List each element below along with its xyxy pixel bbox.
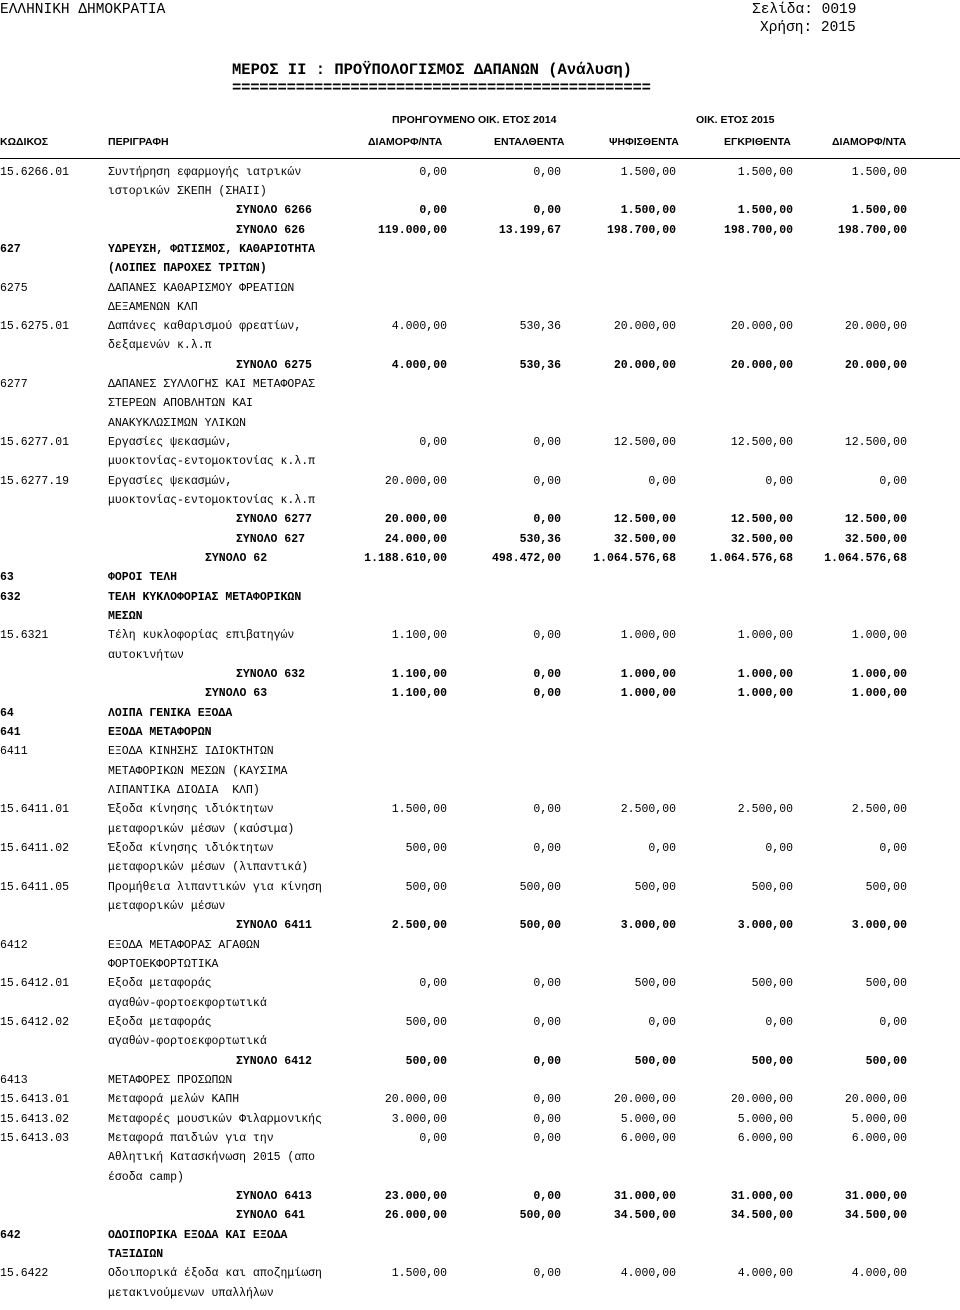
row-description: ΜΕΣΩΝ (108, 610, 143, 623)
amount-cell: 34.500,00 (730, 1209, 793, 1222)
amount-cell: 0,00 (533, 629, 561, 642)
row-code: 15.6412.01 (0, 977, 70, 990)
row-code: 15.6411.01 (0, 803, 70, 816)
row-description: Εργασίες ψεκασμών, (108, 475, 233, 488)
amount-cell: 0,00 (419, 204, 447, 217)
amount-cell: 0,00 (533, 1055, 561, 1068)
amount-cell: 530,36 (519, 533, 561, 546)
row-description: μυοκτονίας-εντομοκτονίας κ.λ.π (108, 455, 316, 468)
amount-cell: 6.000,00 (851, 1132, 907, 1145)
amount-cell: 0,00 (879, 842, 907, 855)
row-description: Μεταφορές μουσικών Φιλαρμονικής (108, 1113, 322, 1126)
col-prev-ordered-header: ΕΝΤΑΛΘΕΝΤΑ (494, 136, 565, 148)
amount-cell: 2.500,00 (851, 803, 907, 816)
total-label: ΣΥΝΟΛΟ 632 (236, 668, 306, 681)
amount-cell: 1.000,00 (737, 629, 793, 642)
total-label: ΣΥΝΟΛΟ 6412 (236, 1055, 312, 1068)
row-description: Εξοδα μεταφοράς (108, 1016, 212, 1029)
row-description: ιστορικών ΣΚΕΠΗ (ΣΗΑΙΙ) (108, 185, 267, 198)
row-description: ΛΟΙΠΑ ΓΕΝΙΚΑ ΕΞΟΔΑ (108, 707, 233, 720)
amount-cell: 20.000,00 (844, 320, 907, 333)
row-description: Έξοδα κίνησης ιδιόκτητων (108, 842, 274, 855)
total-label: ΣΥΝΟΛΟ 6277 (236, 513, 312, 526)
amount-cell: 1.500,00 (851, 166, 907, 179)
amount-cell: 1.500,00 (620, 166, 676, 179)
amount-cell: 0,00 (533, 1267, 561, 1280)
amount-cell: 0,00 (533, 1113, 561, 1126)
row-description: (ΛΟΙΠΕΣ ΠΑΡΟΧΕΣ ΤΡΙΤΩΝ) (108, 262, 267, 275)
row-code: 15.6413.03 (0, 1132, 70, 1145)
amount-cell: 32.500,00 (730, 533, 793, 546)
total-label: ΣΥΝΟΛΟ 6275 (236, 359, 312, 372)
amount-cell: 1.064.576,68 (593, 552, 676, 565)
row-description: μεταφορικών μέσων (λιπαντικά) (108, 861, 309, 874)
row-description: Έξοδα κίνησης ιδιόκτητων (108, 803, 274, 816)
amount-cell: 0,00 (765, 475, 793, 488)
page-title: ΜΕΡΟΣ ΙΙ : ΠΡΟΫΠΟΛΟΓΙΣΜΟΣ ΔΑΠΑΝΩΝ (Ανάλυση) (232, 61, 632, 79)
row-description: ΥΔΡΕΥΣΗ, ΦΩΤΙΣΜΟΣ, ΚΑΘΑΡΙΟΤΗΤΑ (108, 243, 316, 256)
amount-cell: 0,00 (533, 803, 561, 816)
amount-cell: 1.500,00 (737, 166, 793, 179)
amount-cell: 5.000,00 (620, 1113, 676, 1126)
amount-cell: 1.100,00 (391, 668, 447, 681)
col-desc-header: ΠΕΡΙΓΡΑΦΗ (108, 136, 169, 148)
amount-cell: 20.000,00 (384, 513, 447, 526)
amount-cell: 5.000,00 (737, 1113, 793, 1126)
row-description: ΤΕΛΗ ΚΥΚΛΟΦΟΡΙΑΣ ΜΕΤΑΦΟΡΙΚΩΝ (108, 591, 302, 604)
amount-cell: 20.000,00 (613, 320, 676, 333)
row-code: 15.6411.05 (0, 881, 70, 894)
row-code: 6412 (0, 939, 28, 952)
row-description: μεταφορικών μέσων (108, 900, 226, 913)
amount-cell: 1.188.610,00 (364, 552, 447, 565)
amount-cell: 0,00 (765, 842, 793, 855)
amount-cell: 26.000,00 (384, 1209, 447, 1222)
row-description: Εξοδα μεταφοράς (108, 977, 212, 990)
amount-cell: 34.500,00 (613, 1209, 676, 1222)
cur-year-header: ΟΙΚ. ΕΤΟΣ 2015 (696, 114, 775, 126)
row-code: 6275 (0, 282, 28, 295)
row-description: ΦΟΡΟΙ ΤΕΛΗ (108, 571, 178, 584)
amount-cell: 31.000,00 (844, 1190, 907, 1203)
row-description: ΑΝΑΚΥΚΛΩΣΙΜΩΝ ΥΛΙΚΩΝ (108, 417, 247, 430)
row-description: Δαπάνες καθαρισμού φρεατίων, (108, 320, 302, 333)
row-description: ΣΤΕΡΕΩΝ ΑΠΟΒΛΗΤΩΝ ΚΑΙ (108, 397, 253, 410)
col-voted-header: ΨΗΦΙΣΘΕΝΤΑ (609, 136, 679, 148)
amount-cell: 0,00 (533, 204, 561, 217)
row-description: ΔΑΠΑΝΕΣ ΚΑΘΑΡΙΣΜΟΥ ΦΡΕΑΤΙΩΝ (108, 282, 295, 295)
row-description: ΜΕΤΑΦΟΡΕΣ ΠΡΟΣΩΠΩΝ (108, 1074, 233, 1087)
amount-cell: 20.000,00 (384, 475, 447, 488)
amount-cell: 1.000,00 (737, 687, 793, 700)
amount-cell: 4.000,00 (737, 1267, 793, 1280)
amount-cell: 0,00 (419, 977, 447, 990)
total-label: ΣΥΝΟΛΟ 6411 (236, 919, 312, 932)
amount-cell: 20.000,00 (730, 1093, 793, 1106)
amount-cell: 6.000,00 (737, 1132, 793, 1145)
amount-cell: 500,00 (405, 842, 447, 855)
amount-cell: 500,00 (405, 1055, 447, 1068)
amount-cell: 0,00 (533, 687, 561, 700)
row-description: ΦΟΡΤΟΕΚΦΟΡΤΩΤΙΚΑ (108, 958, 219, 971)
amount-cell: 1.500,00 (620, 204, 676, 217)
row-description: δεξαμενών κ.λ.π (108, 339, 212, 352)
amount-cell: 20.000,00 (844, 359, 907, 372)
amount-cell: 1.000,00 (851, 687, 907, 700)
row-description: ΔΕΞΑΜΕΝΩΝ ΚΛΠ (108, 301, 198, 314)
amount-cell: 0,00 (648, 842, 676, 855)
row-code: 15.6422 (0, 1267, 49, 1280)
amount-cell: 530,36 (519, 359, 561, 372)
row-code: 6277 (0, 378, 28, 391)
amount-cell: 3.000,00 (737, 919, 793, 932)
amount-cell: 20.000,00 (613, 1093, 676, 1106)
amount-cell: 500,00 (865, 977, 907, 990)
amount-cell: 1.500,00 (737, 204, 793, 217)
row-description: αγαθών-φορτοεκφορτωτικά (108, 1035, 267, 1048)
amount-cell: 0,00 (765, 1016, 793, 1029)
row-code: 15.6321 (0, 629, 49, 642)
title-underline: ============================================== (232, 79, 651, 97)
row-code: 15.6411.02 (0, 842, 70, 855)
amount-cell: 0,00 (648, 1016, 676, 1029)
amount-cell: 1.000,00 (851, 629, 907, 642)
row-description: Προμήθεια λιπαντικών για κίνηση (108, 881, 322, 894)
row-description: Συντήρηση εφαρμογής ιατρικών (108, 166, 302, 179)
amount-cell: 1.064.576,68 (710, 552, 793, 565)
amount-cell: 24.000,00 (384, 533, 447, 546)
row-description: Μεταφορά παιδιών για την (108, 1132, 274, 1145)
amount-cell: 0,00 (533, 166, 561, 179)
amount-cell: 31.000,00 (730, 1190, 793, 1203)
amount-cell: 0,00 (533, 668, 561, 681)
prev-year-header: ΠΡΟΗΓΟΥΜΕΝΟ ΟΙΚ. ΕΤΟΣ 2014 (392, 114, 557, 126)
row-description: αγαθών-φορτοεκφορτωτικά (108, 997, 267, 1010)
amount-cell: 12.500,00 (613, 436, 676, 449)
header-divider (0, 158, 960, 159)
amount-cell: 1.000,00 (620, 629, 676, 642)
amount-cell: 0,00 (533, 1093, 561, 1106)
amount-cell: 119.000,00 (377, 224, 447, 237)
amount-cell: 13.199,67 (498, 224, 561, 237)
amount-cell: 1.500,00 (391, 803, 447, 816)
row-description: αυτοκινήτων (108, 649, 184, 662)
col-approved-header: ΕΓΚΡΙΘΕΝΤΑ (724, 136, 791, 148)
amount-cell: 4.000,00 (391, 320, 447, 333)
total-label: ΣΥΝΟΛΟ 63 (205, 687, 268, 700)
amount-cell: 500,00 (405, 1016, 447, 1029)
amount-cell: 0,00 (648, 475, 676, 488)
amount-cell: 0,00 (533, 977, 561, 990)
amount-cell: 1.000,00 (851, 668, 907, 681)
amount-cell: 3.000,00 (851, 919, 907, 932)
amount-cell: 500,00 (751, 881, 793, 894)
page-number: Σελίδα: 0019 (752, 2, 857, 18)
amount-cell: 12.500,00 (613, 513, 676, 526)
amount-cell: 1.000,00 (620, 668, 676, 681)
row-code: 632 (0, 591, 21, 604)
amount-cell: 0,00 (419, 436, 447, 449)
row-code: 6413 (0, 1074, 28, 1087)
amount-cell: 23.000,00 (384, 1190, 447, 1203)
row-code: 15.6277.01 (0, 436, 70, 449)
amount-cell: 2.500,00 (391, 919, 447, 932)
row-code: 642 (0, 1229, 21, 1242)
amount-cell: 31.000,00 (613, 1190, 676, 1203)
total-label: ΣΥΝΟΛΟ 62 (205, 552, 268, 565)
amount-cell: 20.000,00 (730, 320, 793, 333)
amount-cell: 1.000,00 (620, 687, 676, 700)
amount-cell: 500,00 (519, 919, 561, 932)
amount-cell: 2.500,00 (620, 803, 676, 816)
amount-cell: 500,00 (519, 881, 561, 894)
row-code: 627 (0, 243, 21, 256)
total-label: ΣΥΝΟΛΟ 6413 (236, 1190, 312, 1203)
col-formed-header: ΔΙΑΜΟΡΦ/ΝΤΑ (832, 136, 907, 148)
row-description: ΤΑΞΙΔΙΩΝ (108, 1248, 164, 1261)
amount-cell: 198.700,00 (723, 224, 793, 237)
country-header: ΕΛΛΗΝΙΚΗ ΔΗΜΟΚΡΑΤΙΑ (0, 2, 166, 18)
amount-cell: 2.500,00 (737, 803, 793, 816)
amount-cell: 500,00 (865, 1055, 907, 1068)
amount-cell: 1.100,00 (391, 687, 447, 700)
col-prev-formed-header: ΔΙΑΜΟΡΦ/ΝΤΑ (368, 136, 443, 148)
amount-cell: 500,00 (634, 977, 676, 990)
row-description: ΛΙΠΑΝΤΙΚΑ ΔΙΟΔΙΑ ΚΛΠ) (108, 784, 260, 797)
amount-cell: 530,36 (519, 320, 561, 333)
row-description: Τέλη κυκλοφορίας επιβατηγών (108, 629, 295, 642)
amount-cell: 0,00 (533, 1190, 561, 1203)
amount-cell: 0,00 (533, 1016, 561, 1029)
amount-cell: 0,00 (533, 842, 561, 855)
row-description: Εργασίες ψεκασμών, (108, 436, 233, 449)
row-description: Μεταφορά μελών ΚΑΠΗ (108, 1093, 240, 1106)
amount-cell: 32.500,00 (613, 533, 676, 546)
row-code: 15.6277.19 (0, 475, 70, 488)
row-code: 63 (0, 571, 14, 584)
amount-cell: 500,00 (865, 881, 907, 894)
amount-cell: 1.500,00 (391, 1267, 447, 1280)
row-code: 15.6413.02 (0, 1113, 70, 1126)
amount-cell: 500,00 (634, 1055, 676, 1068)
amount-cell: 4.000,00 (851, 1267, 907, 1280)
amount-cell: 0,00 (879, 475, 907, 488)
row-code: 64 (0, 707, 14, 720)
amount-cell: 12.500,00 (730, 513, 793, 526)
amount-cell: 500,00 (751, 977, 793, 990)
row-description: μετακινούμενων υπαλλήλων (108, 1287, 274, 1300)
amount-cell: 5.000,00 (851, 1113, 907, 1126)
amount-cell: 500,00 (751, 1055, 793, 1068)
row-description: μεταφορικών μέσων (καύσιμα) (108, 823, 295, 836)
row-code: 15.6412.02 (0, 1016, 70, 1029)
amount-cell: 0,00 (879, 1016, 907, 1029)
amount-cell: 12.500,00 (844, 513, 907, 526)
total-label: ΣΥΝΟΛΟ 641 (236, 1209, 306, 1222)
amount-cell: 0,00 (419, 166, 447, 179)
amount-cell: 500,00 (634, 881, 676, 894)
amount-cell: 198.700,00 (837, 224, 907, 237)
row-description: Οδοιπορικά έξοδα και αποζημίωση (108, 1267, 322, 1280)
amount-cell: 4.000,00 (620, 1267, 676, 1280)
amount-cell: 3.000,00 (391, 1113, 447, 1126)
amount-cell: 0,00 (533, 475, 561, 488)
amount-cell: 3.000,00 (620, 919, 676, 932)
amount-cell: 0,00 (533, 436, 561, 449)
amount-cell: 1.064.576,68 (824, 552, 907, 565)
amount-cell: 6.000,00 (620, 1132, 676, 1145)
row-code: 15.6413.01 (0, 1093, 70, 1106)
amount-cell: 34.500,00 (844, 1209, 907, 1222)
amount-cell: 1.000,00 (737, 668, 793, 681)
amount-cell: 498.472,00 (491, 552, 561, 565)
total-label: ΣΥΝΟΛΟ 6266 (236, 204, 312, 217)
row-description: ΜΕΤΑΦΟΡΙΚΩΝ ΜΕΣΩΝ (ΚΑΥΣΙΜΑ (108, 765, 288, 778)
amount-cell: 500,00 (405, 881, 447, 894)
amount-cell: 20.000,00 (613, 359, 676, 372)
row-code: 15.6275.01 (0, 320, 70, 333)
amount-cell: 12.500,00 (730, 436, 793, 449)
row-description: ΕΞΟΔΑ ΜΕΤΑΦΟΡΩΝ (108, 726, 212, 739)
amount-cell: 20.000,00 (730, 359, 793, 372)
amount-cell: 12.500,00 (844, 436, 907, 449)
amount-cell: 500,00 (519, 1209, 561, 1222)
amount-cell: 20.000,00 (384, 1093, 447, 1106)
row-description: ΟΔΟΙΠΟΡΙΚΑ ΕΞΟΔΑ ΚΑΙ ΕΞΟΔΑ (108, 1229, 288, 1242)
amount-cell: 1.500,00 (851, 204, 907, 217)
row-code: 641 (0, 726, 21, 739)
total-label: ΣΥΝΟΛΟ 626 (236, 224, 306, 237)
amount-cell: 0,00 (533, 1132, 561, 1145)
row-description: μυοκτονίας-εντομοκτονίας κ.λ.π (108, 494, 316, 507)
amount-cell: 1.100,00 (391, 629, 447, 642)
amount-cell: 198.700,00 (606, 224, 676, 237)
row-code: 15.6266.01 (0, 166, 70, 179)
total-label: ΣΥΝΟΛΟ 627 (236, 533, 306, 546)
row-description: έσοδα camp) (108, 1171, 184, 1184)
amount-cell: 32.500,00 (844, 533, 907, 546)
amount-cell: 0,00 (419, 1132, 447, 1145)
row-description: ΕΞΟΔΑ ΜΕΤΑΦΟΡΑΣ ΑΓΑΘΩΝ (108, 939, 260, 952)
amount-cell: 4.000,00 (391, 359, 447, 372)
amount-cell: 0,00 (533, 513, 561, 526)
row-description: ΕΞΟΔΑ ΚΙΝΗΣΗΣ ΙΔΙΟΚΤΗΤΩΝ (108, 745, 274, 758)
row-description: ΔΑΠΑΝΕΣ ΣΥΛΛΟΓΗΣ ΚΑΙ ΜΕΤΑΦΟΡΑΣ (108, 378, 316, 391)
col-code-header: ΚΩΔΙΚΟΣ (0, 136, 49, 148)
row-description: Αθλητική Κατασκήνωση 2015 (απο (108, 1151, 316, 1164)
fiscal-year: Χρήση: 2015 (760, 20, 856, 36)
row-code: 6411 (0, 745, 28, 758)
amount-cell: 20.000,00 (844, 1093, 907, 1106)
